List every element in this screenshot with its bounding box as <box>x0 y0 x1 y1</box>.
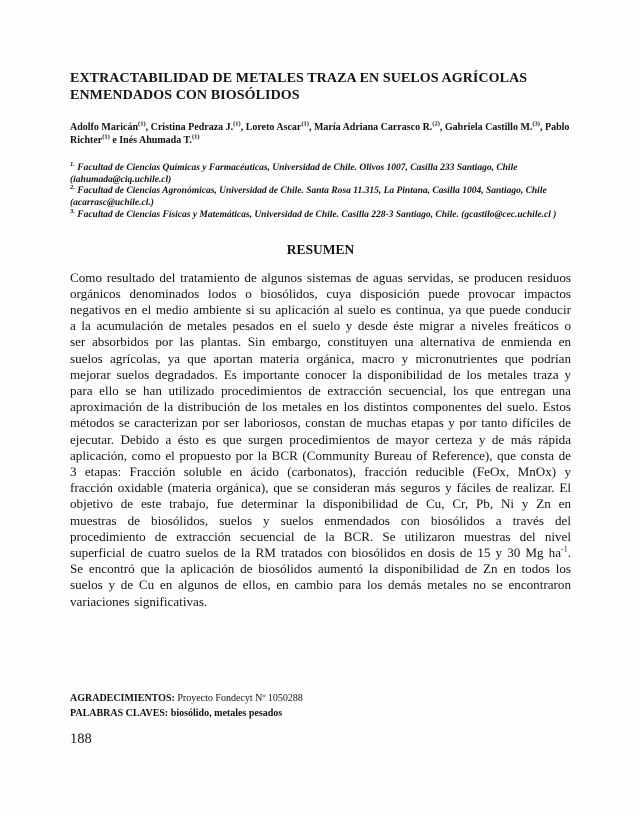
affiliation-text: Facultad de Ciencias Físicas y Matemáticas, Universidad de Chile. Casilla 228-3 Santiago, Chile. (gcastilo@cec.uchile.cl ) <box>74 209 557 220</box>
abstract-superscript: -1 <box>561 544 568 554</box>
author-affiliation-marker: (1) <box>301 120 309 128</box>
author-separator: , <box>539 122 545 133</box>
affiliation-item <box>70 160 571 186</box>
author-separator: , <box>439 122 445 133</box>
author-name: Adolfo Maricán <box>70 122 139 133</box>
author-affiliation-marker: (1) <box>233 120 241 128</box>
affiliation-number: 2. <box>70 184 75 192</box>
author-affiliation-marker: (3) <box>532 120 540 128</box>
keywords-line <box>70 706 571 721</box>
affiliation-item <box>70 186 571 209</box>
author-name: Pablo Richter <box>70 122 570 146</box>
author-affiliation-marker: (1) <box>138 120 146 128</box>
abstract-heading: RESUMEN <box>286 241 355 257</box>
abstract-text: . Se encontró que la aplicación de biosólidos aumentó la disponibilidad de Zn en todos los suelos y de Cu en algunos de ellos, en cambio para los demás metales no se encontraron variaciones significativas. <box>70 544 571 609</box>
acknowledgements-line <box>70 691 571 706</box>
affiliation-number: 1. <box>70 160 75 168</box>
author-separator: , <box>145 122 151 133</box>
author-affiliation-marker: (1) <box>191 133 200 141</box>
author-affiliation-marker: (1) <box>102 133 110 141</box>
page-number: 188 <box>70 731 92 747</box>
acknowledgements-text: Proyecto Fondecyt Nº 1050288 <box>174 693 303 704</box>
affiliation-item <box>70 207 571 222</box>
author-affiliation-marker: (2) <box>432 120 440 128</box>
affiliation-number: 3. <box>70 207 75 215</box>
author-name: Cristina Pedraza J. <box>150 122 234 133</box>
footer-block <box>70 691 571 721</box>
author-name: Loreto Ascar <box>245 122 302 133</box>
author-name: Inés Ahumada T. <box>119 135 192 146</box>
paper-title: EXTRACTABILIDAD DE METALES TRAZA EN SUELOS AGRÍCOLAS ENMENDADOS CON BIOSÓLIDOS <box>70 71 528 103</box>
author-list <box>70 121 571 147</box>
keywords-label: PALABRAS CLAVES: <box>70 708 169 719</box>
author-separator: , <box>308 122 314 133</box>
author-separator: , <box>240 122 246 133</box>
author-name: Gabriela Castillo M. <box>444 122 533 133</box>
page-content <box>70 0 571 610</box>
affiliation-list <box>70 160 571 222</box>
abstract-paragraph <box>70 270 571 610</box>
author-name: María Adriana Carrasco R. <box>313 122 433 133</box>
keywords-text: biosólido, metales pesados <box>168 708 283 719</box>
abstract-text: Como resultado del tratamiento de algunos sistemas de aguas servidas, se producen residuos orgánicos denominados lodos o biosólidos, cuya disposición puede provocar impactos negativos en el medio ambiente si su aplicación al suelo es continua, ya que puede conducir a la acumulación de metales pesados en el suelo y desde éste migrar a niveles freáticos o ser absorbidos por las plantas. Sin embargo, constituyen una alternativa de enmienda en suelos agrícolas, ya que aportan materia orgánica, macro y micronutrientes que podrían mejorar suelos degradados. Es importante conocer la disponibilidad de los metales traza y para ello se han utilizado procedimientos de extracción secuencial, los que entregan una aproximación de la distribución de los metales en los distintos componentes del suelo. Estos métodos se caracterizan por ser laboriosos, constan de muchas etapas y por tanto difíciles de ejecutar. Debido a ésto es que surgen procedimientos de mayor certeza y de más rápida aplicación, como el propuesto por la BCR (Community Bureau of Reference), que consta de 3 etapas: Fracción soluble en ácido (carbonatos), fracción reducible (FeOx, MnOx) y fracción oxidable (materia orgánica), que se consideran más seguros y fáciles de realizar. El objetivo de este trabajo, fue determinar la disponibilidad de Cu, Cr, Pb, Ni y Zn en muestras de biosólidos, suelos y suelos enmendados con biosólidos a través del procedimiento de extracción secuencial de la BCR. Se utilizaron muestras del nivel superficial de cuatro suelos de la RM tratados con biosólidos en dosis de 15 y 30 Mg ha <box>70 269 571 560</box>
affiliation-text: Facultad de Ciencias Químicas y Farmacéuticas, Universidad de Chile. Olivos 1007, Casilla 233 Santiago, Chile (iahumada@ciq.uchile.cl) <box>70 163 518 185</box>
author-separator: e <box>109 135 120 146</box>
acknowledgements-label: AGRADECIMIENTOS: <box>70 693 175 704</box>
affiliation-text: Facultad de Ciencias Agronómicas, Universidad de Chile. Santa Rosa 11.315, La Pintana, Casilla 1004, Santiago, Chile (acarrasc@uchile.cl.) <box>70 186 547 209</box>
